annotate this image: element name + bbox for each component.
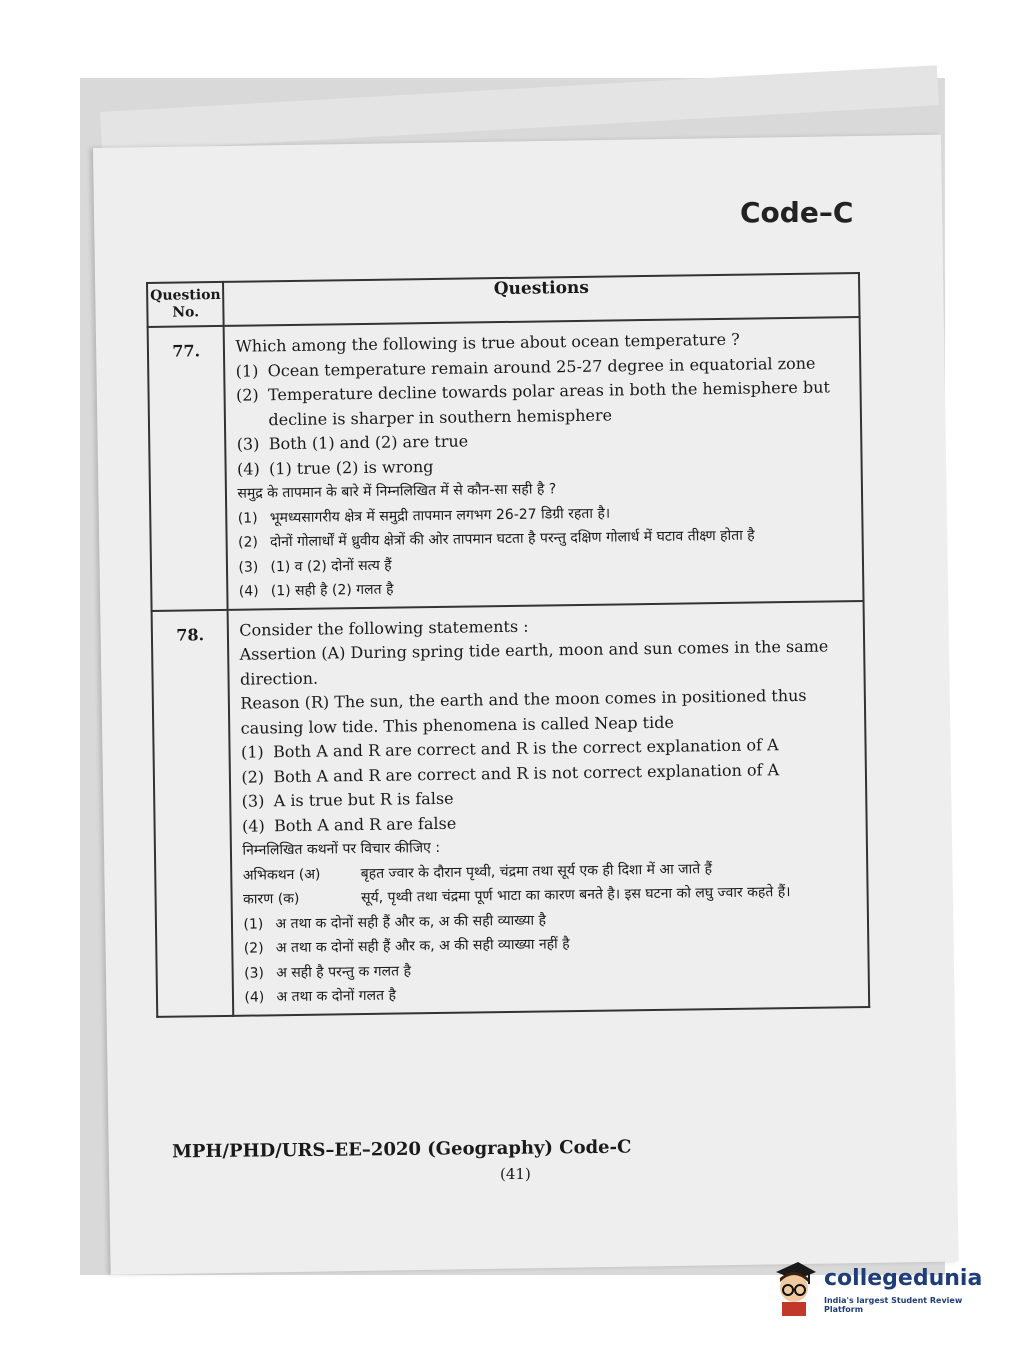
option-en: (3) A is true but R is false: [241, 788, 454, 811]
question-stem-en: Which among the following is true about ocean temperature ?: [235, 329, 740, 356]
question-number: 77.: [148, 326, 228, 611]
option-en: (2) Temperature decline towards polar areas in both the hemisphere but decline is sharper in southern hemisphere: [235, 377, 831, 429]
option-hi: (4) (1) सही है (2) गलत है: [238, 581, 394, 600]
page-code: Code–C: [740, 196, 854, 229]
option-hi: (3) (1) व (2) दोनों सत्य हैं: [238, 557, 392, 576]
exam-footer: MPH/PHD/URS–EE–2020 (Geography) Code-C: [171, 1136, 632, 1163]
brand-name: collegedunia: [824, 1266, 983, 1291]
assertion-en: Assertion (A) During spring tide earth, moon and sun comes in the same direction.: [239, 636, 829, 689]
option-hi: (2) अ तथा क दोनों सही हैं और क, अ की सही व्याख्या नहीं है: [243, 936, 570, 957]
option-en: (3) Both (1) and (2) are true: [236, 431, 469, 454]
column-header-questions: Questions: [223, 273, 859, 326]
question-stem-hi: समुद्र के तापमान के बारे में निम्नलिखित में से कौन-सा सही है ?: [237, 481, 557, 502]
reason-en: Reason (R) The sun, the earth and the moon comes in positioned thus causing low tide. This phenomena is called Neap tide: [240, 685, 807, 738]
option-en: (1) Both A and R are correct and R is the correct explanation of A: [240, 735, 779, 762]
column-header-question-no: Question No.: [147, 282, 224, 327]
collegedunia-logo[interactable]: [768, 1258, 998, 1318]
question-row: [152, 601, 870, 1017]
question-row: [148, 317, 864, 610]
option-hi: (1) अ तथा क दोनों सही हैं और क, अ की सही व्याख्या है: [243, 911, 547, 933]
option-hi: (1) भूमध्यसागरीय क्षेत्र में समुद्री तापमान लगभग 26-27 डिग्री रहता है।: [237, 505, 611, 527]
option-hi: (3) अ सही है परन्तु क गलत है: [244, 962, 412, 982]
question-stem-hi: निम्नलिखित कथनों पर विचार कीजिए :: [242, 839, 441, 859]
mascot-icon: [768, 1258, 820, 1318]
option-en: (4) (1) true (2) is wrong: [236, 456, 434, 479]
reason-hi: कारण (क) सूर्य, पृथ्वी तथा चंद्रमा पूर्ण भाटा का कारण बनते है। इस घटना को लघु ज्वार कहते हैं।: [242, 884, 791, 908]
question-stem-en: Consider the following statements :: [239, 616, 529, 640]
option-en: (1) Ocean temperature remain around 25-27 degree in equatorial zone: [235, 353, 816, 381]
page-number: (41): [500, 1165, 531, 1183]
option-en: (4) Both A and R are false: [241, 813, 457, 836]
question-body: [228, 601, 869, 1016]
option-hi: (2) दोनों गोलार्धों में ध्रुवीय क्षेत्रों की ओर तापमान घटता है परन्तु दक्षिण गोलार्ध में घटाव तीक्ष्ण होता है: [238, 527, 755, 551]
assertion-hi: अभिकथन (अ) बृहत ज्वार के दौरान पृथ्वी, चंद्रमा तथा सूर्य एक ही दिशा में आ जाते हैं: [242, 860, 713, 884]
question-number: 78.: [152, 609, 234, 1016]
questions-table: [146, 272, 870, 1017]
option-en: (2) Both A and R are correct and R is not correct explanation of A: [241, 759, 780, 787]
brand-tagline: India's largest Student Review Platform: [824, 1296, 963, 1314]
question-body: [224, 317, 863, 609]
option-hi: (4) अ तथा क दोनों गलत है: [244, 987, 397, 1006]
